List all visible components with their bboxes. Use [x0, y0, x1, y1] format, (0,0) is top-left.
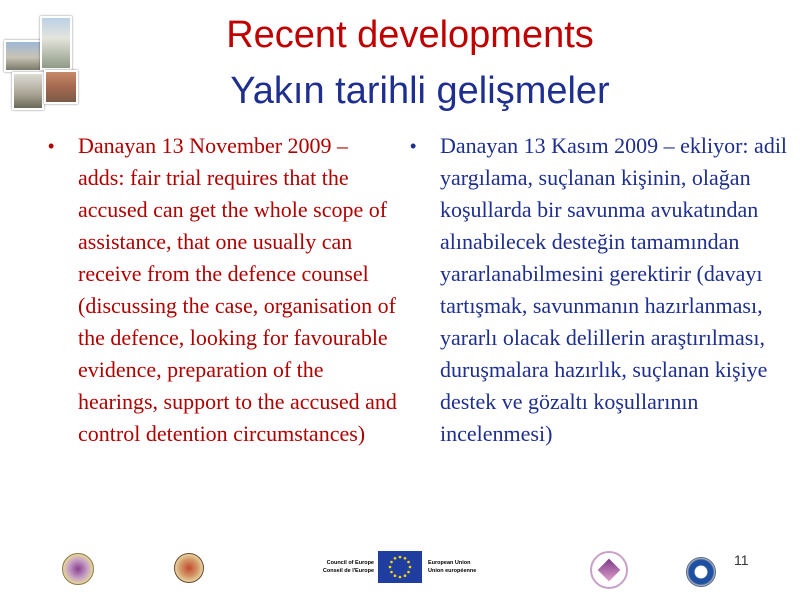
globe-logo-icon [686, 557, 716, 587]
title-turkish: Yakın tarihli gelişmeler [230, 70, 610, 112]
coe-label-fr: Conseil de l'Europe [322, 568, 374, 574]
bullet-text-english: Danayan 13 November 2009 – adds: fair trial requires that the accused can get the whole scope of assistance, that one usually can receive from the defence counsel (discussing the case, organisation of the defence, looking for favourable evidence, preparation of the hearings, support to the accused and control detention circumstances) [78, 133, 397, 446]
eu-flag-icon [378, 551, 422, 583]
bullet-icon: • [48, 136, 55, 156]
eu-label-fr: Union européenne [428, 568, 477, 574]
coe-eu-logo [314, 551, 494, 587]
bullet-icon: • [410, 136, 417, 156]
title-english: Recent developments [226, 14, 594, 56]
seal-icon [174, 553, 204, 583]
page-number: 11 [734, 552, 749, 568]
diamond-logo-icon [590, 551, 628, 589]
coe-label [314, 559, 374, 575]
eu-label [428, 559, 498, 575]
eu-label-en: European Union [428, 560, 471, 566]
coe-label-en: Council of Europe [326, 560, 374, 566]
seal-icon [62, 553, 94, 585]
footer-logos [0, 545, 800, 600]
bullet-text-turkish: Danayan 13 Kasım 2009 – ekliyor: adil yargılama, suçlanan kişinin, olağan koşullarda bir savunma avukatından alınabilecek desteğin tamamından yararlanabilmesini gerektirir (davayı tartışmak, savunmanın hazırlanması, yararlı olacak delillerin araştırılması, duruşmalara hazırlık, suçlanan kişiye destek ve gözaltı koşullarının incelenmesi) [440, 133, 788, 446]
right-column-turkish [410, 130, 800, 450]
left-column-english [48, 130, 398, 450]
